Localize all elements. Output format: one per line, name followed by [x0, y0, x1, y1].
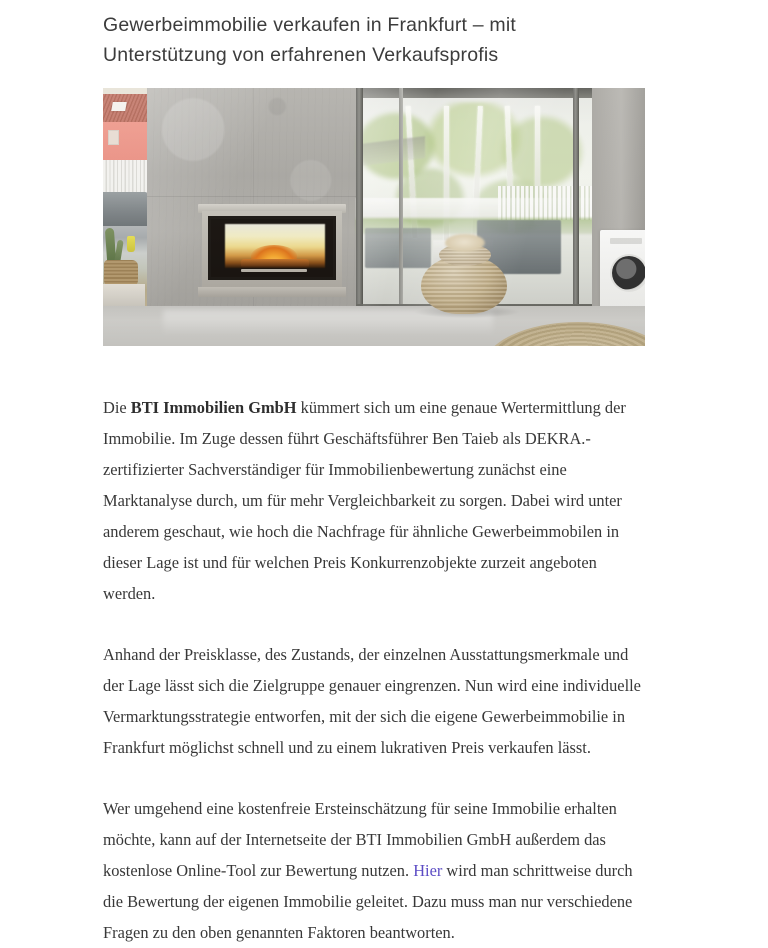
page-title: Gewerbeimmobilie verkaufen in Frankfurt – mit Unterstützung von erfahrenen Verkaufsprofis — [103, 14, 517, 66]
hero-figure — [103, 88, 645, 346]
fur-throw — [445, 234, 485, 252]
paragraph-3-lead: Wer umgehend eine kostenfreie Ersteinschätzung für seine Immobilie erhalten möchte, kann auf der Internetseite der BTI Immobilien GmbH außerdem das kostenlose Online-Tool zur Bewertung nutzen. — [103, 799, 617, 880]
washing-machine — [600, 230, 645, 314]
fireplace-glass — [208, 216, 336, 280]
door-mullion — [573, 88, 579, 314]
burning-logs — [241, 259, 309, 268]
fireplace-handle — [241, 269, 307, 272]
concrete-seam-horizontal — [147, 196, 357, 197]
paragraph-2-text: Anhand der Preisklasse, des Zustands, der einzelnen Ausstattungsmerkmale und der Lage lässt sich die Zielgruppe genauer eingrenzen. Nun wird eine individuelle Vermarktungsstrategie entworfen, mit der sich die eigene Gewerbeimmobilie in Frankfurt möglichst schnell und zu einem lukrativen Preis verkaufen lässt. — [103, 645, 641, 757]
outdoor-sofa-left — [103, 192, 148, 226]
washing-machine-door — [612, 256, 645, 290]
neighbour-window — [108, 130, 119, 145]
door-mullion — [399, 88, 403, 314]
door-header-rail — [356, 88, 594, 98]
garden-fence — [498, 186, 594, 220]
paragraph-1 — [103, 392, 645, 609]
paragraph-2 — [103, 639, 645, 763]
white-picket-fence — [103, 160, 148, 192]
paragraph-3-rest: wird man schrittweise durch die Bewertung der eigenen Immobilie geleitet. Dazu muss man nur verschiedene Fragen zu den oben genannten Faktoren beantworten. — [103, 861, 633, 942]
paragraph-3 — [103, 793, 645, 948]
washing-machine-panel — [610, 238, 642, 244]
outdoor-furniture — [365, 228, 431, 268]
roof-skylight — [111, 102, 127, 111]
article-body — [103, 392, 645, 948]
paragraph-1-lead: Die — [103, 398, 131, 417]
company-name-bold: BTI Immobilien GmbH — [130, 398, 297, 417]
hier-link[interactable]: Hier — [413, 861, 443, 880]
fireplace-base — [198, 287, 346, 297]
paragraph-1-rest: kümmert sich um eine genaue Wertermittlung der Immobilie. Im Zuge dessen führt Geschäftsführer Ben Taieb als DEKRA.-zertifizierter Sachverständiger für Immobilienbewertung zunächst eine Marktanalyse durch, um für mehr Vergleichbarkeit zu sorgen. Dabei wird unter anderem geschaut, wie hoch die Nachfrage für ähnliche Gewerbeimmobilen in dieser Lage ist und für welchen Preis Konkurrenzobjekte zurzeit angeboten werden. — [103, 398, 626, 603]
floor-step-left — [103, 284, 145, 306]
door-mullion — [356, 88, 363, 314]
yellow-vase — [127, 236, 135, 252]
content-column — [103, 0, 645, 942]
interior-fireplace-photo — [103, 88, 645, 346]
